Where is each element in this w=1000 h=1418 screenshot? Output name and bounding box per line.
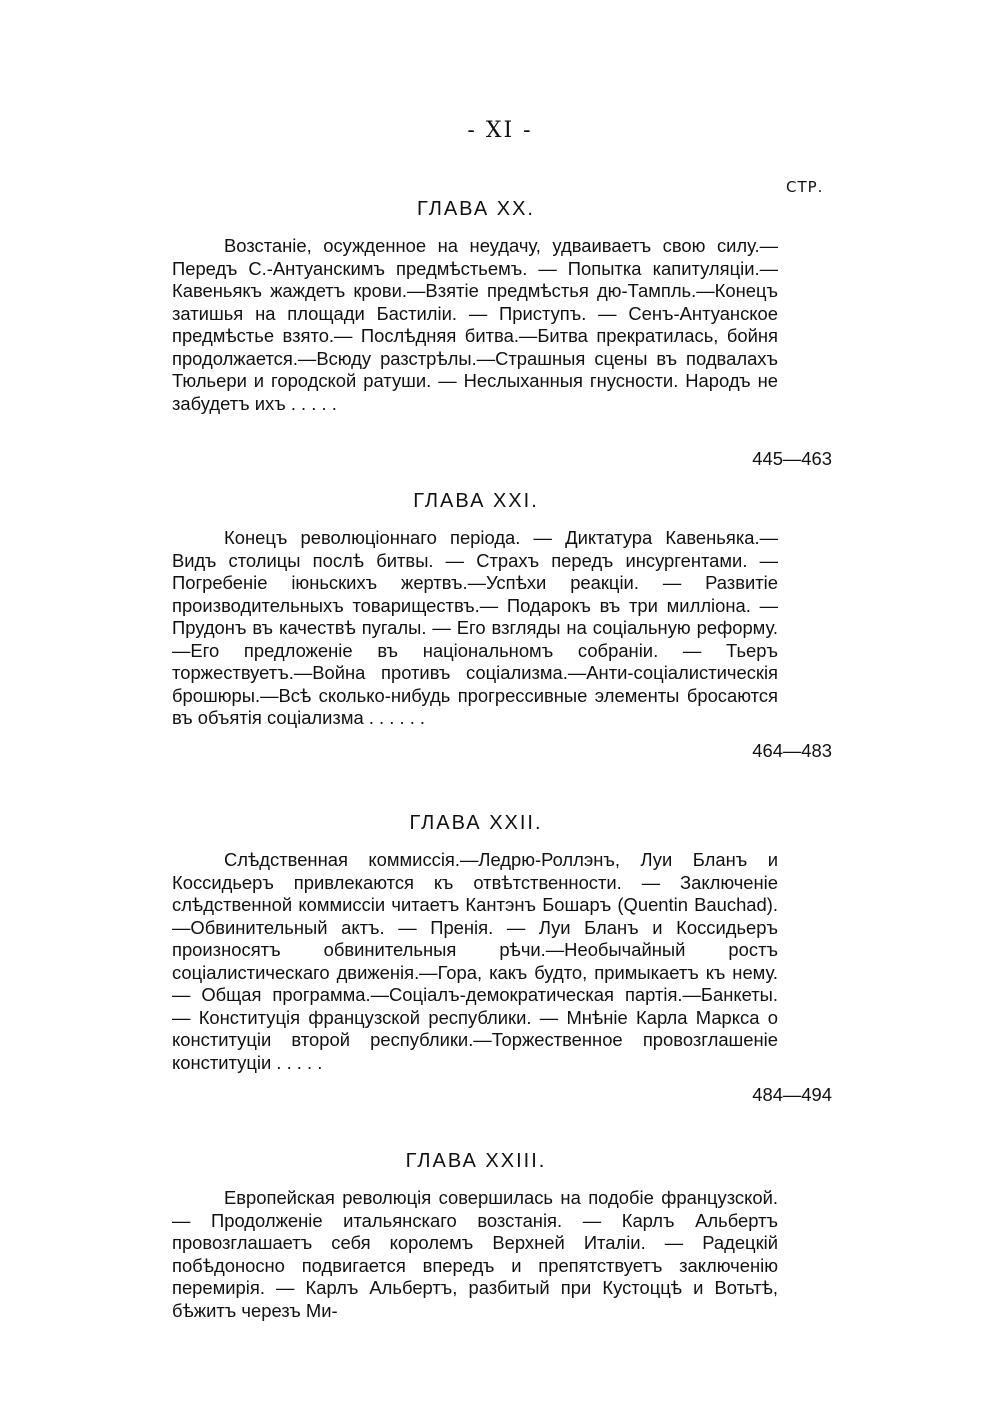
chapter-pages: 445—463: [752, 448, 832, 469]
chapter-21: [172, 490, 832, 761]
page-number: - XI -: [467, 118, 533, 143]
page-column-label: СТР.: [786, 178, 824, 196]
chapter-pages: 484—494: [752, 1084, 832, 1105]
chapter-20: [172, 198, 832, 469]
chapter-summary: Возстаніе, осужденное на неудачу, удваиваетъ свою силу.—Передъ С.-Антуанскимъ предмѣстьемъ. — Попытка капитуляціи.—Кавеньякъ жаждетъ крови.—Взятіе предмѣстья дю-Тампль.—Конецъ затишья на площади Бастиліи. — Приступъ. — Сенъ-Антуанское предмѣстье взято.— Послѣдняя битва.—Битва прекратилась, бойня продолжается.—Всюду разстрѣлы.—Страшныя сцены въ подвалахъ Тюльери и городской ратуши. — Неслыханныя гнусности. Народъ не забудетъ ихъ . . . . .: [172, 235, 778, 414]
chapter-title: ГЛАВА XXI.: [413, 490, 539, 512]
chapter-title: ГЛАВА XXIII.: [405, 1150, 547, 1172]
chapter-summary: Слѣдственная коммиссія.—Ледрю-Роллэнъ, Луи Бланъ и Коссидьеръ привлекаются къ отвѣтственности. — Заключеніе слѣдственной коммиссіи читаетъ Кантэнъ Бошаръ (Quentin Bauchad).—Обвинительный актъ. — Пренія. — Луи Бланъ и Коссидьеръ произносятъ обвинительныя рѣчи.—Необычайный ростъ соціалистическаго движенія.—Гора, какъ будто, примыкаетъ къ нему.— Общая программа.—Соціалъ-демократическая партія.—Банкеты.— Конституція французской республики. — Мнѣніе Карла Маркса о конституціи второй республики.—Торжественное провозглашеніе конституціи . . . . .: [172, 849, 778, 1073]
chapter-title: ГЛАВА XX.: [417, 198, 535, 220]
chapter-summary: Европейская революція совершилась на подобіе французской. — Продолженіе итальянскаго возстанія. — Карлъ Альбертъ провозглашаетъ себя королемъ Верхней Италіи. — Радецкій побѣдоносно подвигается впередъ и препятствуетъ заключенію перемирія. — Карлъ Альбертъ, разбитый при Кустоццѣ и Вотьтѣ, бѣжитъ черезъ Ми-: [172, 1187, 778, 1321]
chapter-summary: Конецъ революціоннаго періода. — Диктатура Кавеньяка.—Видъ столицы послѣ битвы. — Страхъ передъ инсургентами. — Погребеніе іюньскихъ жертвъ.—Успѣхи реакціи. — Развитіе производительныхъ товариществъ.— Подарокъ въ три милліона. — Прудонъ въ качествѣ пугалы. — Его взгляды на соціальную реформу.—Его предложеніе въ національномъ собраніи. — Тьеръ торжествуетъ.—Война противъ соціализма.—Анти-соціалистическія брошюры.—Всѣ сколько-нибудь прогрессивные элементы бросаются въ объятія соціализма . . . . . .: [172, 527, 778, 728]
chapter-pages: 464—483: [752, 740, 832, 761]
chapter-title: ГЛАВА XXII.: [409, 812, 543, 834]
chapter-22: [172, 812, 832, 1105]
chapter-23: [172, 1150, 832, 1322]
